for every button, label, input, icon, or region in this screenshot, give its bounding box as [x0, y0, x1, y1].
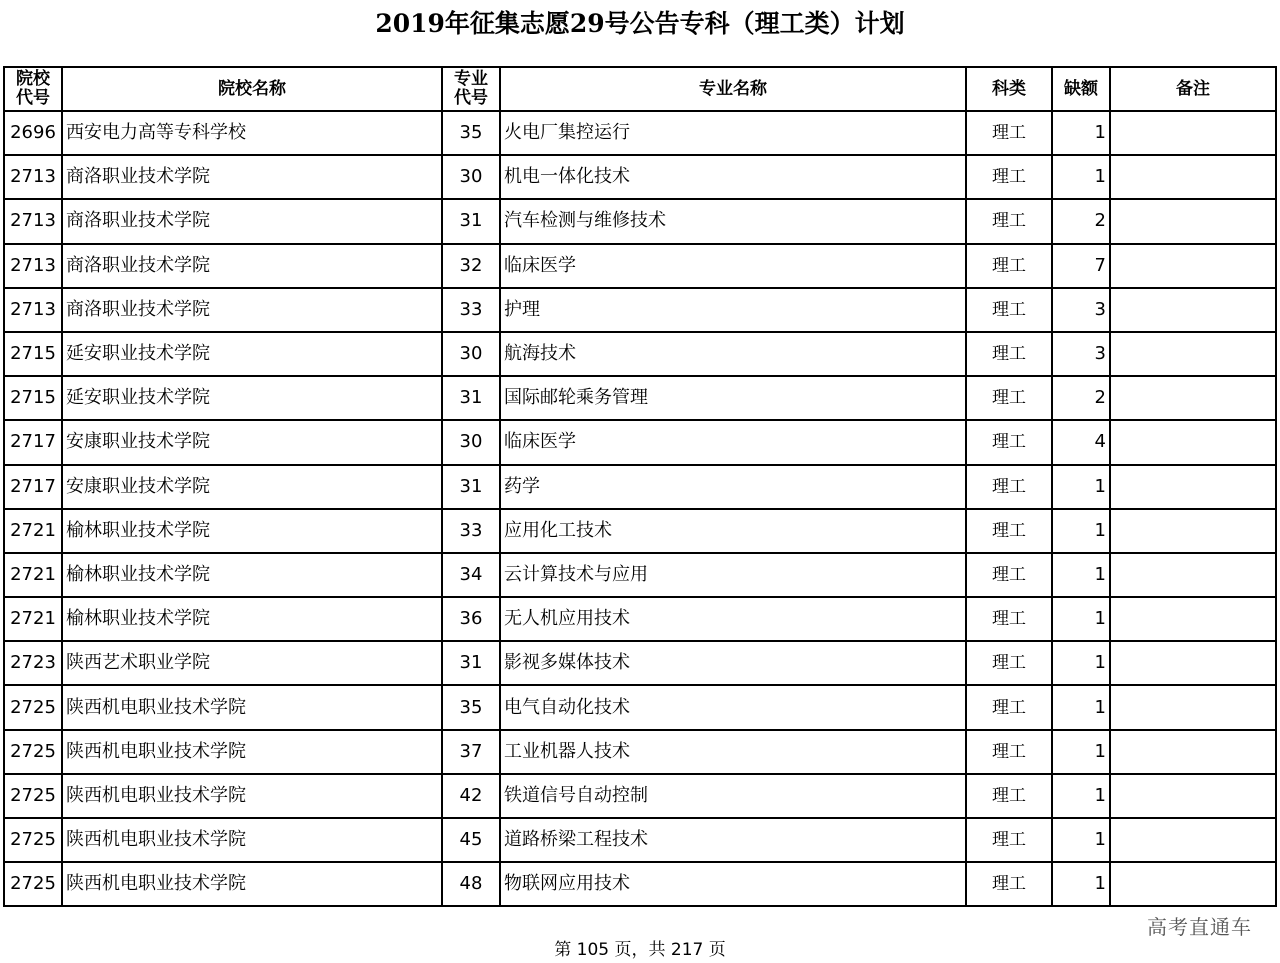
table-row [4, 818, 1276, 862]
cell-vacancy: 1 [1052, 730, 1110, 774]
cell-vacancy: 3 [1052, 332, 1110, 376]
cell-school-code: 2713 [4, 199, 62, 243]
cell-school-name: 榆林职业技术学院 [62, 597, 442, 641]
cell-vacancy: 1 [1052, 553, 1110, 597]
cell-major-name: 汽车检测与维修技术 [500, 199, 966, 243]
cell-remarks [1110, 332, 1276, 376]
cell-major-name: 云计算技术与应用 [500, 553, 966, 597]
cell-vacancy: 1 [1052, 818, 1110, 862]
cell-school-code: 2725 [4, 774, 62, 818]
cell-major-name: 药学 [500, 465, 966, 509]
cell-remarks [1110, 420, 1276, 464]
cell-category: 理工 [966, 465, 1052, 509]
cell-category: 理工 [966, 818, 1052, 862]
cell-major-code: 35 [442, 111, 500, 155]
cell-school-code: 2721 [4, 553, 62, 597]
cell-school-code: 2717 [4, 465, 62, 509]
cell-remarks [1110, 730, 1276, 774]
table-row [4, 730, 1276, 774]
cell-major-code: 31 [442, 641, 500, 685]
header-major-name: 专业名称 [500, 67, 966, 111]
cell-category: 理工 [966, 730, 1052, 774]
cell-vacancy: 1 [1052, 597, 1110, 641]
cell-major-name: 机电一体化技术 [500, 155, 966, 199]
cell-remarks [1110, 376, 1276, 420]
cell-school-code: 2725 [4, 730, 62, 774]
enrollment-plan-table [3, 66, 1277, 907]
cell-category: 理工 [966, 553, 1052, 597]
cell-major-name: 临床医学 [500, 244, 966, 288]
cell-major-name: 铁道信号自动控制 [500, 774, 966, 818]
cell-vacancy: 1 [1052, 641, 1110, 685]
table-row [4, 774, 1276, 818]
cell-school-name: 陕西机电职业技术学院 [62, 818, 442, 862]
cell-school-name: 商洛职业技术学院 [62, 244, 442, 288]
cell-remarks [1110, 553, 1276, 597]
cell-category: 理工 [966, 155, 1052, 199]
cell-remarks [1110, 244, 1276, 288]
cell-major-code: 32 [442, 244, 500, 288]
cell-school-code: 2721 [4, 509, 62, 553]
cell-school-name: 安康职业技术学院 [62, 420, 442, 464]
cell-remarks [1110, 111, 1276, 155]
cell-vacancy: 1 [1052, 862, 1110, 906]
header-category: 科类 [966, 67, 1052, 111]
table-row [4, 641, 1276, 685]
table-row [4, 862, 1276, 906]
cell-category: 理工 [966, 332, 1052, 376]
page-title: 2019年征集志愿29号公告专科（理工类）计划 [375, 9, 905, 38]
header-school-name: 院校名称 [62, 67, 442, 111]
cell-school-code: 2715 [4, 332, 62, 376]
cell-category: 理工 [966, 376, 1052, 420]
cell-category: 理工 [966, 111, 1052, 155]
cell-vacancy: 1 [1052, 111, 1110, 155]
table-row [4, 288, 1276, 332]
cell-vacancy: 1 [1052, 685, 1110, 729]
cell-remarks [1110, 862, 1276, 906]
cell-school-name: 陕西机电职业技术学院 [62, 685, 442, 729]
cell-school-code: 2696 [4, 111, 62, 155]
cell-category: 理工 [966, 420, 1052, 464]
cell-major-code: 37 [442, 730, 500, 774]
table-row [4, 597, 1276, 641]
cell-school-code: 2721 [4, 597, 62, 641]
cell-major-name: 影视多媒体技术 [500, 641, 966, 685]
page-footer: 第 105 页，共 217 页 [554, 940, 726, 960]
cell-remarks [1110, 288, 1276, 332]
cell-school-code: 2725 [4, 685, 62, 729]
cell-school-name: 商洛职业技术学院 [62, 288, 442, 332]
cell-remarks [1110, 465, 1276, 509]
cell-school-code: 2725 [4, 818, 62, 862]
cell-school-name: 延安职业技术学院 [62, 376, 442, 420]
watermark: 高考直通车 [1147, 915, 1252, 939]
cell-major-code: 30 [442, 332, 500, 376]
header-remarks: 备注 [1110, 67, 1276, 111]
header-vacancy: 缺额 [1052, 67, 1110, 111]
cell-major-code: 30 [442, 420, 500, 464]
cell-major-name: 电气自动化技术 [500, 685, 966, 729]
cell-major-name: 临床医学 [500, 420, 966, 464]
cell-school-code: 2715 [4, 376, 62, 420]
cell-vacancy: 2 [1052, 199, 1110, 243]
cell-major-name: 无人机应用技术 [500, 597, 966, 641]
table-row [4, 553, 1276, 597]
cell-school-code: 2713 [4, 288, 62, 332]
cell-remarks [1110, 155, 1276, 199]
table-row [4, 509, 1276, 553]
cell-remarks [1110, 818, 1276, 862]
cell-major-name: 应用化工技术 [500, 509, 966, 553]
cell-major-code: 35 [442, 685, 500, 729]
cell-remarks [1110, 685, 1276, 729]
cell-major-code: 34 [442, 553, 500, 597]
cell-category: 理工 [966, 288, 1052, 332]
cell-school-name: 安康职业技术学院 [62, 465, 442, 509]
cell-remarks [1110, 199, 1276, 243]
cell-category: 理工 [966, 509, 1052, 553]
cell-school-name: 商洛职业技术学院 [62, 199, 442, 243]
cell-remarks [1110, 641, 1276, 685]
cell-major-code: 48 [442, 862, 500, 906]
table-row [4, 376, 1276, 420]
cell-school-code: 2713 [4, 155, 62, 199]
cell-major-code: 33 [442, 509, 500, 553]
cell-remarks [1110, 597, 1276, 641]
cell-school-name: 西安电力高等专科学校 [62, 111, 442, 155]
cell-school-name: 榆林职业技术学院 [62, 509, 442, 553]
cell-category: 理工 [966, 862, 1052, 906]
cell-category: 理工 [966, 641, 1052, 685]
cell-school-name: 商洛职业技术学院 [62, 155, 442, 199]
cell-school-name: 陕西机电职业技术学院 [62, 774, 442, 818]
cell-major-code: 42 [442, 774, 500, 818]
cell-vacancy: 2 [1052, 376, 1110, 420]
cell-remarks [1110, 774, 1276, 818]
cell-major-code: 31 [442, 465, 500, 509]
table-row [4, 199, 1276, 243]
cell-major-name: 火电厂集控运行 [500, 111, 966, 155]
cell-major-name: 护理 [500, 288, 966, 332]
table-row [4, 111, 1276, 155]
cell-vacancy: 1 [1052, 155, 1110, 199]
cell-school-name: 陕西机电职业技术学院 [62, 730, 442, 774]
cell-school-name: 陕西艺术职业学院 [62, 641, 442, 685]
table-row [4, 420, 1276, 464]
cell-major-name: 工业机器人技术 [500, 730, 966, 774]
cell-major-code: 36 [442, 597, 500, 641]
cell-major-code: 31 [442, 376, 500, 420]
cell-major-name: 物联网应用技术 [500, 862, 966, 906]
table-row [4, 244, 1276, 288]
cell-category: 理工 [966, 199, 1052, 243]
cell-vacancy: 1 [1052, 465, 1110, 509]
cell-major-name: 航海技术 [500, 332, 966, 376]
cell-school-code: 2723 [4, 641, 62, 685]
table-row [4, 465, 1276, 509]
cell-vacancy: 1 [1052, 774, 1110, 818]
table-header-row [4, 67, 1276, 111]
cell-vacancy: 3 [1052, 288, 1110, 332]
cell-major-code: 33 [442, 288, 500, 332]
cell-school-code: 2713 [4, 244, 62, 288]
cell-major-name: 国际邮轮乘务管理 [500, 376, 966, 420]
cell-major-code: 31 [442, 199, 500, 243]
header-school-code: 院校 代号 [4, 67, 62, 111]
cell-major-code: 45 [442, 818, 500, 862]
table-row [4, 332, 1276, 376]
table-row [4, 155, 1276, 199]
cell-school-code: 2717 [4, 420, 62, 464]
cell-school-code: 2725 [4, 862, 62, 906]
cell-category: 理工 [966, 685, 1052, 729]
cell-category: 理工 [966, 597, 1052, 641]
cell-school-name: 陕西机电职业技术学院 [62, 862, 442, 906]
cell-category: 理工 [966, 244, 1052, 288]
cell-remarks [1110, 509, 1276, 553]
cell-school-name: 榆林职业技术学院 [62, 553, 442, 597]
cell-vacancy: 4 [1052, 420, 1110, 464]
table-body [4, 111, 1276, 906]
cell-major-code: 30 [442, 155, 500, 199]
table-row [4, 685, 1276, 729]
cell-school-name: 延安职业技术学院 [62, 332, 442, 376]
cell-vacancy: 1 [1052, 509, 1110, 553]
cell-category: 理工 [966, 774, 1052, 818]
cell-vacancy: 7 [1052, 244, 1110, 288]
header-major-code: 专业 代号 [442, 67, 500, 111]
cell-major-name: 道路桥梁工程技术 [500, 818, 966, 862]
